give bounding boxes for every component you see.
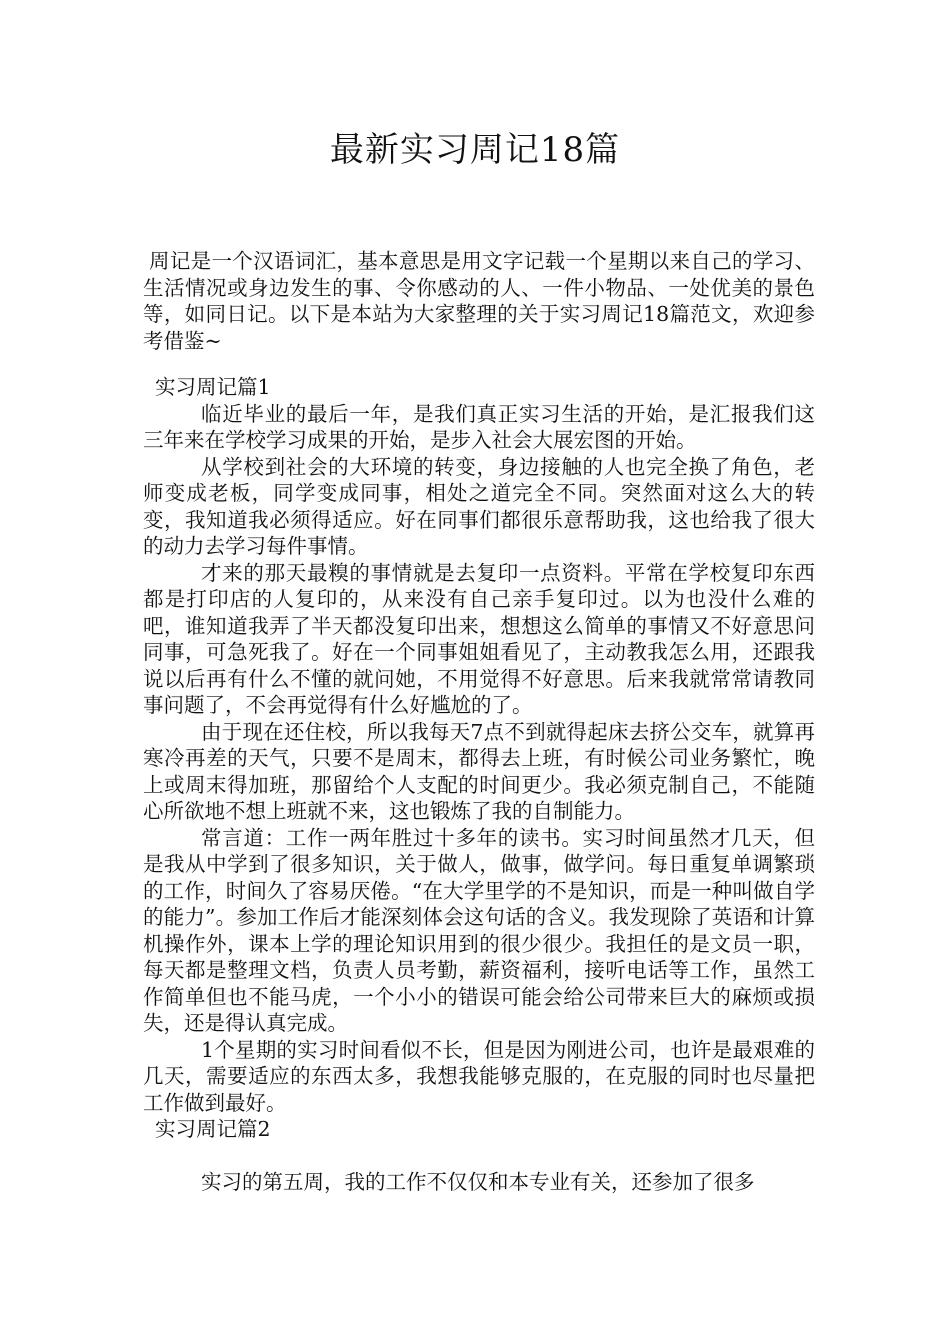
section-heading: 实习周记篇2 bbox=[155, 1117, 271, 1141]
intro-paragraph: 周记是一个汉语词汇，基本意思是用文字记载一个星期以来自己的学习、生活情况或身边发生的事、令你感动的人、一件小物品、一处优美的景色等，如同日记。以下是本站为大家整理的关于实习周记18篇范文，欢迎参考借鉴~ bbox=[143, 249, 815, 353]
document-body bbox=[143, 248, 815, 1195]
paragraph: 由于现在还住校，所以我每天7点不到就得起床去挤公交车，就算再寒冷再差的天气，只要不是周末，都得去上班，有时候公司业务繁忙，晚上或周末得加班，那留给个人支配的时间更少。我必须克制自己，不能随心所欲地不想上班就不来，这也锻炼了我的自制能力。 bbox=[143, 719, 815, 823]
paragraph: 实习的第五周，我的工作不仅仅和本专业有关，还参加了很多 bbox=[201, 1169, 755, 1194]
paragraph: 常言道：工作一两年胜过十多年的读书。实习时间虽然才几天，但是我从中学到了很多知识，关于做人，做事，做学问。每日重复单调繁琐的工作，时间久了容易厌倦。“在大学里学的不是知识，而是一种叫做自学的能力”。参加工作后才能深刻体会这句话的含义。我发现除了英语和计算机操作外，课本上学的理论知识用到的很少很少。我担任的是文员一职，每天都是整理文档，负责人员考勤，薪资福利，接听电话等工作，虽然工作简单但也不能马虎，一个小小的错误可能会给公司带来巨大的麻烦或损失，还是得认真完成。 bbox=[143, 825, 815, 1035]
paragraph: 1个星期的实习时间看似不长，但是因为刚进公司，也许是最艰难的几天，需要适应的东西太多，我想我能够克服的，在克服的同时也尽量把工作做到最好。 bbox=[143, 1037, 815, 1115]
page-title: 最新实习周记18篇 bbox=[329, 130, 621, 170]
section-heading: 实习周记篇1 bbox=[155, 375, 271, 399]
paragraph: 临近毕业的最后一年，是我们真正实习生活的开始，是汇报我们这三年来在学校学习成果的开始，是步入社会大展宏图的开始。 bbox=[143, 401, 815, 452]
paragraph: 从学校到社会的大环境的转变，身边接触的人也完全换了角色，老师变成老板，同学变成同事，相处之道完全不同。突然面对这么大的转变，我知道我必须得适应。好在同事们都很乐意帮助我，这也给我了很大的动力去学习每件事情。 bbox=[143, 454, 815, 558]
paragraph: 才来的那天最糗的事情就是去复印一点资料。平常在学校复印东西都是打印店的人复印的，从来没有自己亲手复印过。以为也没什么难的吧，谁知道我弄了半天都没复印出来，想想这么简单的事情又不好意思问同事，可急死我了。好在一个同事姐姐看见了，主动教我怎么用，还跟我说以后再有什么不懂的就问她，不用觉得不好意思。后来我就常常请教同事问题了，不会再觉得有什么好尴尬的了。 bbox=[143, 560, 815, 717]
